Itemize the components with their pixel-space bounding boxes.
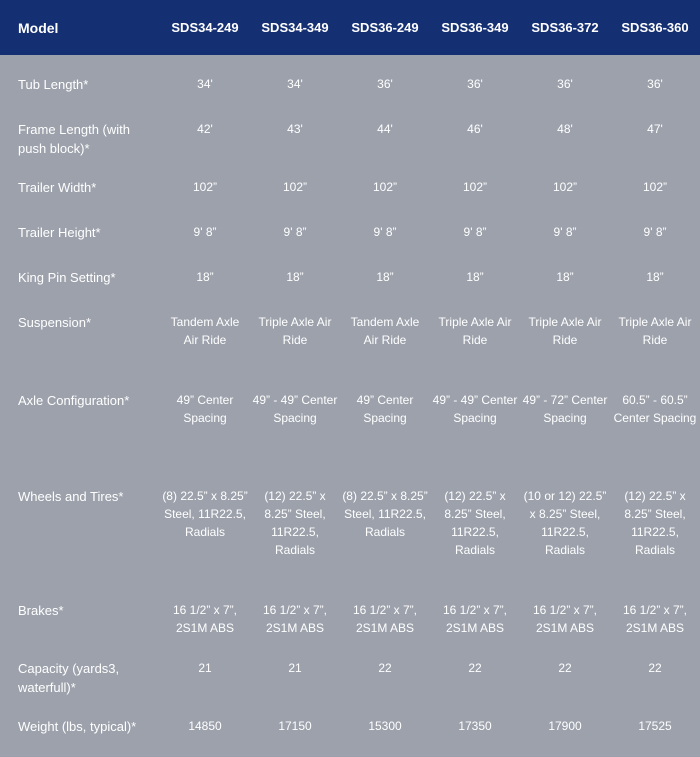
table-cell: 102” bbox=[282, 180, 308, 194]
model-header-sds36-349: SDS36-349 bbox=[441, 20, 509, 35]
row-label: Brakes* bbox=[18, 603, 64, 618]
model-header-sds36-372: SDS36-372 bbox=[531, 20, 599, 35]
table-cell: 102” bbox=[642, 180, 668, 194]
table-cell: Tandem Axle Air Ride bbox=[170, 315, 240, 347]
table-cell: 43' bbox=[287, 122, 303, 136]
row-label: Tub Length* bbox=[18, 77, 89, 92]
table-cell: 49” - 49” Center Spacing bbox=[252, 393, 338, 425]
table-cell: 16 1/2” x 7”, 2S1M ABS bbox=[172, 603, 238, 635]
table-cell: 34' bbox=[197, 77, 213, 91]
header-spacer bbox=[0, 55, 700, 67]
table-cell: 14850 bbox=[188, 719, 222, 733]
table-row bbox=[0, 215, 700, 260]
table-cell: (8) 22.5” x 8.25” Steel, 11R22.5, Radials bbox=[342, 489, 428, 539]
table-row bbox=[0, 170, 700, 215]
table-cell: 18” bbox=[466, 270, 484, 284]
table-row bbox=[0, 593, 700, 651]
table-row bbox=[0, 67, 700, 112]
table-cell: 9' 8” bbox=[463, 225, 487, 239]
table-cell: 22 bbox=[558, 661, 572, 675]
table-cell: Triple Axle Air Ride bbox=[618, 315, 692, 347]
table-cell: 46' bbox=[467, 122, 483, 136]
table-cell: 18” bbox=[556, 270, 574, 284]
table-cell: 22 bbox=[648, 661, 662, 675]
table-cell: 18” bbox=[196, 270, 214, 284]
table-cell: 16 1/2” x 7”, 2S1M ABS bbox=[442, 603, 508, 635]
table-cell: 17150 bbox=[278, 719, 312, 733]
table-cell: 16 1/2” x 7”, 2S1M ABS bbox=[622, 603, 688, 635]
row-label: Wheels and Tires* bbox=[18, 489, 124, 504]
table-cell: 60.5” - 60.5” Center Spacing bbox=[613, 393, 697, 425]
table-cell: 36' bbox=[377, 77, 393, 91]
table-cell: (12) 22.5” x 8.25” Steel, 11R22.5, Radials bbox=[624, 489, 686, 557]
table-cell: 49” - 72” Center Spacing bbox=[522, 393, 608, 425]
table-cell: 9' 8” bbox=[193, 225, 217, 239]
table-cell: 102” bbox=[192, 180, 218, 194]
table-row bbox=[0, 112, 700, 170]
table-cell: 9' 8” bbox=[373, 225, 397, 239]
table-cell: (8) 22.5” x 8.25” Steel, 11R22.5, Radials bbox=[162, 489, 248, 539]
row-label: Trailer Width* bbox=[18, 180, 97, 195]
table-cell: 36' bbox=[467, 77, 483, 91]
row-label: Suspension* bbox=[18, 315, 91, 330]
table-cell: 15300 bbox=[368, 719, 402, 733]
table-cell: (10 or 12) 22.5” x 8.25” Steel, 11R22.5, Radials bbox=[523, 489, 607, 557]
table-cell: (12) 22.5” x 8.25” Steel, 11R22.5, Radials bbox=[264, 489, 326, 557]
table-cell: 44' bbox=[377, 122, 393, 136]
row-label: Axle Configuration* bbox=[18, 393, 130, 408]
table-cell: 18” bbox=[646, 270, 664, 284]
model-header-sds34-249: SDS34-249 bbox=[171, 20, 239, 35]
table-cell: 22 bbox=[378, 661, 392, 675]
table-cell: 47' bbox=[647, 122, 663, 136]
table-cell: 49” Center Spacing bbox=[176, 393, 234, 425]
table-cell: 17525 bbox=[638, 719, 672, 733]
header-row bbox=[0, 0, 700, 55]
table-row bbox=[0, 305, 700, 383]
table-row bbox=[0, 383, 700, 479]
row-label: Capacity (yards3, waterfull)* bbox=[18, 661, 120, 695]
table-cell: 9' 8” bbox=[643, 225, 667, 239]
table-cell: 102” bbox=[552, 180, 578, 194]
table-cell: 48' bbox=[557, 122, 573, 136]
table-cell: 102” bbox=[372, 180, 398, 194]
table-cell: 42' bbox=[197, 122, 213, 136]
table-cell: 9' 8” bbox=[553, 225, 577, 239]
model-header-label: Model bbox=[18, 19, 59, 36]
table-row bbox=[0, 260, 700, 305]
table-cell: 36' bbox=[557, 77, 573, 91]
row-label: Trailer Height* bbox=[18, 225, 101, 240]
table-body bbox=[0, 55, 700, 747]
table-row bbox=[0, 651, 700, 709]
table-cell: 34' bbox=[287, 77, 303, 91]
table-cell: Triple Axle Air Ride bbox=[528, 315, 602, 347]
row-label: Weight (lbs, typical)* bbox=[18, 719, 137, 734]
table-cell: 9' 8” bbox=[283, 225, 307, 239]
table-cell: (12) 22.5” x 8.25” Steel, 11R22.5, Radials bbox=[444, 489, 506, 557]
table-cell: Tandem Axle Air Ride bbox=[350, 315, 420, 347]
row-label: Frame Length (with push block)* bbox=[18, 122, 130, 156]
table-cell: 18” bbox=[286, 270, 304, 284]
table-header bbox=[0, 0, 700, 55]
table-cell: 22 bbox=[468, 661, 482, 675]
table-cell: Triple Axle Air Ride bbox=[438, 315, 512, 347]
table-cell: 36' bbox=[647, 77, 663, 91]
model-header-sds34-349: SDS34-349 bbox=[261, 20, 329, 35]
table-cell: 49” - 49” Center Spacing bbox=[432, 393, 518, 425]
model-header-sds36-249: SDS36-249 bbox=[351, 20, 419, 35]
row-label: King Pin Setting* bbox=[18, 270, 116, 285]
model-header-sds36-360: SDS36-360 bbox=[621, 20, 689, 35]
table-cell: 17350 bbox=[458, 719, 492, 733]
table-cell: 17900 bbox=[548, 719, 582, 733]
table-cell: 102” bbox=[462, 180, 488, 194]
table-row bbox=[0, 709, 700, 747]
table-cell: 49” Center Spacing bbox=[356, 393, 414, 425]
table-cell: 16 1/2” x 7”, 2S1M ABS bbox=[262, 603, 328, 635]
table-cell: 21 bbox=[198, 661, 212, 675]
table-cell: 16 1/2” x 7”, 2S1M ABS bbox=[352, 603, 418, 635]
table-cell: 18” bbox=[376, 270, 394, 284]
table-cell: 16 1/2” x 7”, 2S1M ABS bbox=[532, 603, 598, 635]
table-row bbox=[0, 479, 700, 593]
table-cell: 21 bbox=[288, 661, 302, 675]
table-cell: Triple Axle Air Ride bbox=[258, 315, 332, 347]
